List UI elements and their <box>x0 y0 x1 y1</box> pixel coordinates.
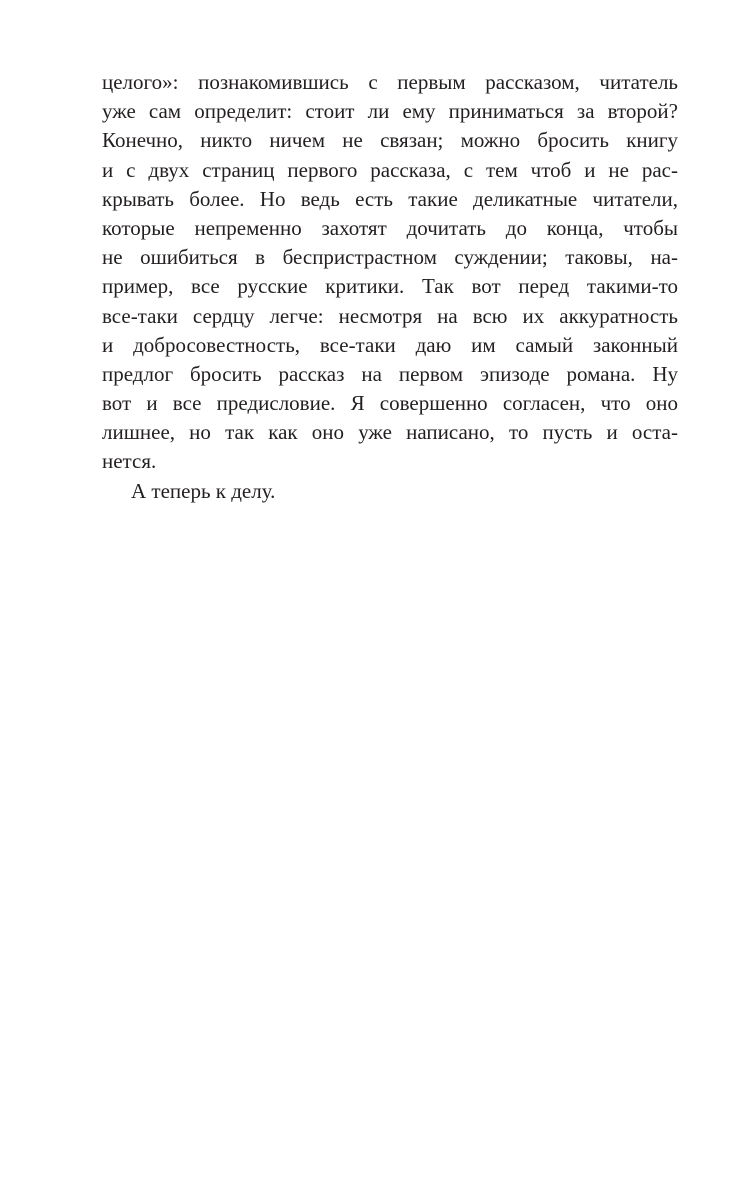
text-line: вот и все предисловие. Я совершенно согласен, что оно <box>102 391 678 416</box>
text-line: лишнее, но так как оно уже написано, то пусть и оста- <box>102 420 678 445</box>
body-text <box>102 68 678 506</box>
text-line: пример, все русские критики. Так вот перед такими-то <box>102 274 678 299</box>
text-line: Конечно, никто ничем не связан; можно бросить книгу <box>102 128 678 153</box>
text-line: которые непременно захотят дочитать до конца, чтобы <box>102 215 678 240</box>
text-line: уже сам определит: стоит ли ему приниматься за второй? <box>102 99 678 124</box>
text-line: не ошибиться в беспристрастном суждении; таковы, на- <box>102 245 678 270</box>
text-line: А теперь к делу. <box>131 478 276 503</box>
text-line: крывать более. Но ведь есть такие деликатные читатели, <box>102 186 678 211</box>
text-line: все-таки сердцу легче: несмотря на всю их аккуратность <box>102 303 678 328</box>
paragraph-closing <box>102 477 678 506</box>
text-line: целого»: познакомившись с первым рассказом, читатель <box>102 70 678 94</box>
text-line: нется. <box>102 449 157 474</box>
paragraph <box>102 68 678 477</box>
text-line: и добросовестность, все-таки даю им самый законный <box>102 332 678 357</box>
text-line: предлог бросить рассказ на первом эпизоде романа. Ну <box>102 361 678 386</box>
text-line: и с двух страниц первого рассказа, с тем чтоб и не рас- <box>102 157 678 182</box>
